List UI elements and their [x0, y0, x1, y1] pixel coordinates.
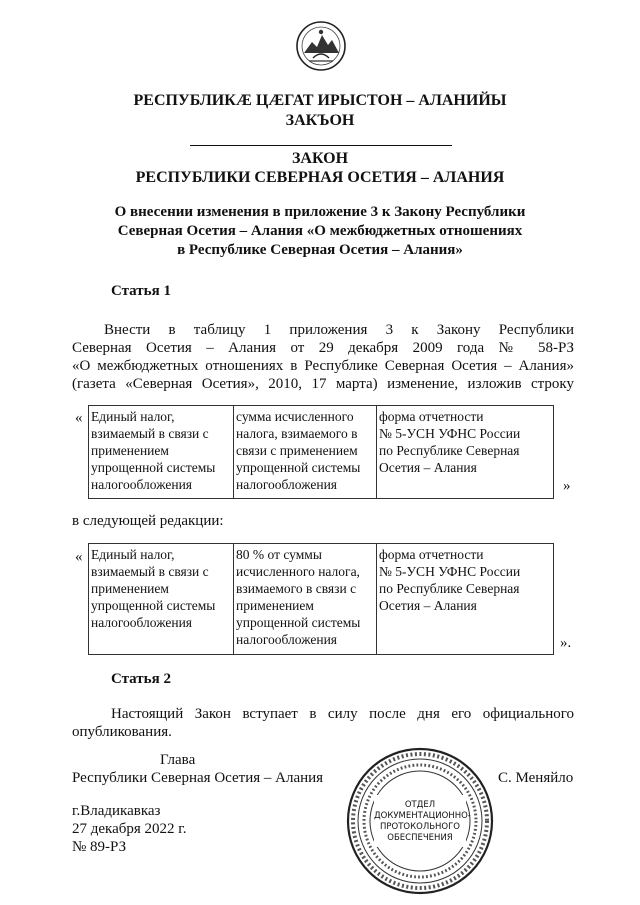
coat-of-arms-icon — [295, 20, 347, 72]
seal-inner-text: ОТДЕЛ ДОКУМЕНТАЦИОННО- ПРОТОКОЛЬНОГО ОБЕСПЕЧЕНИЯ — [374, 800, 471, 843]
ossetian-title: РЕСПУБЛИКӔ ЦӔГАТ ИРЫСТОН – АЛАНИЙЫ — [133, 92, 507, 109]
old-row-tax-name: Единый налог, взимаемый в связи с применением упрощенной системы налогообложения — [89, 406, 234, 499]
signatory-name: С. Меняйло — [498, 770, 574, 786]
republic-title: РЕСПУБЛИКИ СЕВЕРНАЯ ОСЕТИЯ – АЛАНИЯ — [135, 169, 505, 186]
footer-date: 27 декабря 2022 г. — [72, 821, 187, 837]
subject-line-1: О внесении изменения в приложение 3 к Закону Республики — [114, 204, 526, 220]
article-2-heading: Статья 2 — [111, 671, 171, 687]
old-row-report-form: форма отчетности № 5-УСН УФНС России по Республике Северная Осетия – Алания — [377, 406, 554, 499]
new-edition-label: в следующей редакции: — [72, 513, 224, 529]
footer-city: г.Владикавказ — [72, 803, 161, 819]
ossetian-law-label: ЗАКЪОН — [285, 112, 355, 129]
article-1-line-3: «О межбюджетных отношениях в Республике Северная Осетия – Алания» — [72, 358, 574, 374]
signature-republic: Республики Северная Осетия – Алания — [72, 770, 324, 786]
law-label: ЗАКОН — [291, 150, 349, 167]
subject-line-2: Северная Осетия – Алания «О межбюджетных отношениях — [117, 223, 523, 239]
close-quote: » — [563, 478, 571, 494]
old-row-amount: сумма исчисленного налога, взимаемого в связи с применением упрощенной системы налогообложения — [234, 406, 377, 499]
subject-line-3: в Республике Северная Осетия – Алания» — [177, 242, 463, 258]
article-2-line-1: Настоящий Закон вступает в силу после дня его официального — [111, 706, 574, 722]
open-quote: « — [75, 549, 83, 565]
article-1-heading: Статья 1 — [111, 283, 171, 299]
table-row — [89, 406, 554, 499]
footer-number: № 89-РЗ — [72, 839, 127, 855]
signature-title: Глава — [160, 752, 196, 768]
article-2-line-2: опубликования. — [72, 724, 172, 740]
article-1-line-2: Северная Осетия – Алания от 29 декабря 2009 года № 58-РЗ — [72, 340, 574, 356]
new-row-report-form: форма отчетности № 5-УСН УФНС России по Республике Северная Осетия – Алания — [377, 544, 554, 655]
new-row-table — [88, 543, 554, 655]
header-divider — [190, 145, 452, 146]
article-1-line-4: (газета «Северная Осетия», 2010, 17 марта) изменение, изложив строку — [72, 376, 574, 392]
open-quote: « — [75, 410, 83, 426]
article-1-line-1: Внести в таблицу 1 приложения 3 к Закону Республики — [104, 322, 574, 338]
old-row-table — [88, 405, 554, 499]
table-row — [89, 544, 554, 655]
close-quote: ». — [560, 635, 572, 651]
new-row-tax-name: Единый налог, взимаемый в связи с применением упрощенной системы налогообложения — [89, 544, 234, 655]
new-row-amount: 80 % от суммы исчисленного налога, взимаемого в связи с применением упрощенной системы налогообложения — [234, 544, 377, 655]
